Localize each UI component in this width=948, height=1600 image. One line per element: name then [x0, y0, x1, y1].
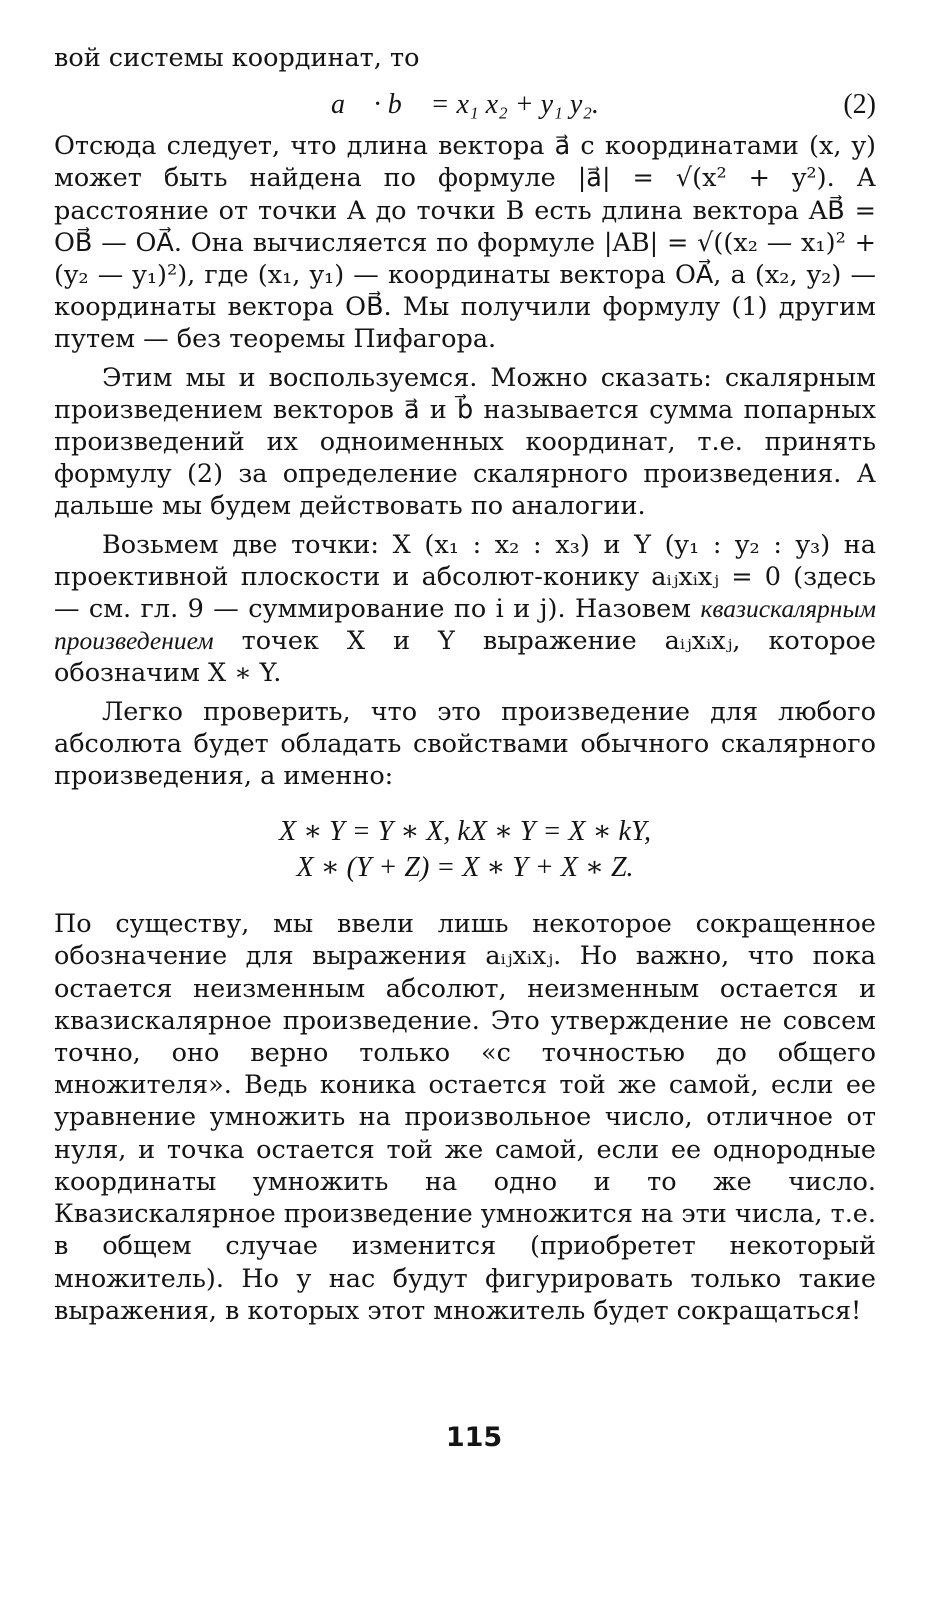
paragraph-3-before: Возьмем две точки: X (x₁ : x₂ : x₃) и Y (y₁ : y₂ : y₃) на проективной плоскости и абсолют-конику aᵢⱼxᵢxⱼ = 0 (здесь — см. гл. 9 — суммирование по i и j). Назовем	[54, 529, 876, 625]
paragraph-3-after: точек X и Y выражение aᵢⱼxᵢxⱼ, которое обозначим X ∗ Y.	[54, 626, 876, 689]
paragraph-quasiscalar-product	[54, 529, 876, 690]
paragraph-notation-remark: По существу, мы ввели лишь некоторое сокращенное обозначение для выражения aᵢⱼxᵢxⱼ. Но важно, что пока остается неизменным абсолют, неизменным остается и квазискалярное произведение. Это утверждение не совсем точно, оно верно только «с точностью до общего множителя». Ведь коника остается той же самой, если ее уравнение умножить на произвольное число, отличное от нуля, и точка остается той же самой, если ее однородные координаты умножить на одно и то же число. Квазискалярное произведение умножится на эти числа, т.е. в общем случае изменится (приобретет некоторый множитель). Но у нас будут фигурировать только такие выражения, в которых этот множитель будет сокращаться!	[54, 909, 876, 1326]
equation-2	[54, 84, 876, 130]
properties-formula-line-2: X ∗ (Y + Z) = X ∗ Y + X ∗ Z.	[296, 852, 634, 884]
term-quasiscalar-product: квазискалярным произведением	[54, 594, 876, 656]
paragraph-properties: Легко проверить, что это произведение для любого абсолюта будет обладать свойствами обычного скалярного произведения, а именно:	[54, 696, 876, 792]
intro-line: вой системы координат, то	[54, 43, 420, 73]
properties-formula-block	[54, 814, 876, 886]
equation-2-expression: a⃗ · b⃗ = x₁ x₂ + y₁ y₂.	[331, 89, 599, 121]
page-number: 115	[445, 1422, 503, 1453]
properties-formula-line-1: X ∗ Y = Y ∗ X, kX ∗ Y = X ∗ kY,	[279, 816, 651, 848]
paragraph-vector-length: Отсюда следует, что длина вектора a⃗ с координатами (x, y) может быть найдена по формуле |a⃗| = √(x² + y²). А расстояние от точки A до точки B есть длина вектора AB⃗ = OB⃗ — OA⃗. Она вычисляется по формуле |AB| = √((x₂ — x₁)² + (y₂ — y₁)²), где (x₁, y₁) — координаты вектора OA⃗, а (x₂, y₂) — координаты вектора OB⃗. Мы получили формулу (1) другим путем — без теоремы Пифагора.	[54, 131, 876, 355]
paragraph-scalar-definition: Этим мы и воспользуемся. Можно сказать: скалярным произведением векторов a⃗ и b⃗ называется сумма попарных произведений их одноименных координат, т.е. принять формулу (2) за определение скалярного произведения. А дальше мы будем действовать по аналогии.	[54, 362, 876, 522]
equation-2-number: (2)	[843, 89, 876, 121]
page-body	[54, 42, 876, 1327]
